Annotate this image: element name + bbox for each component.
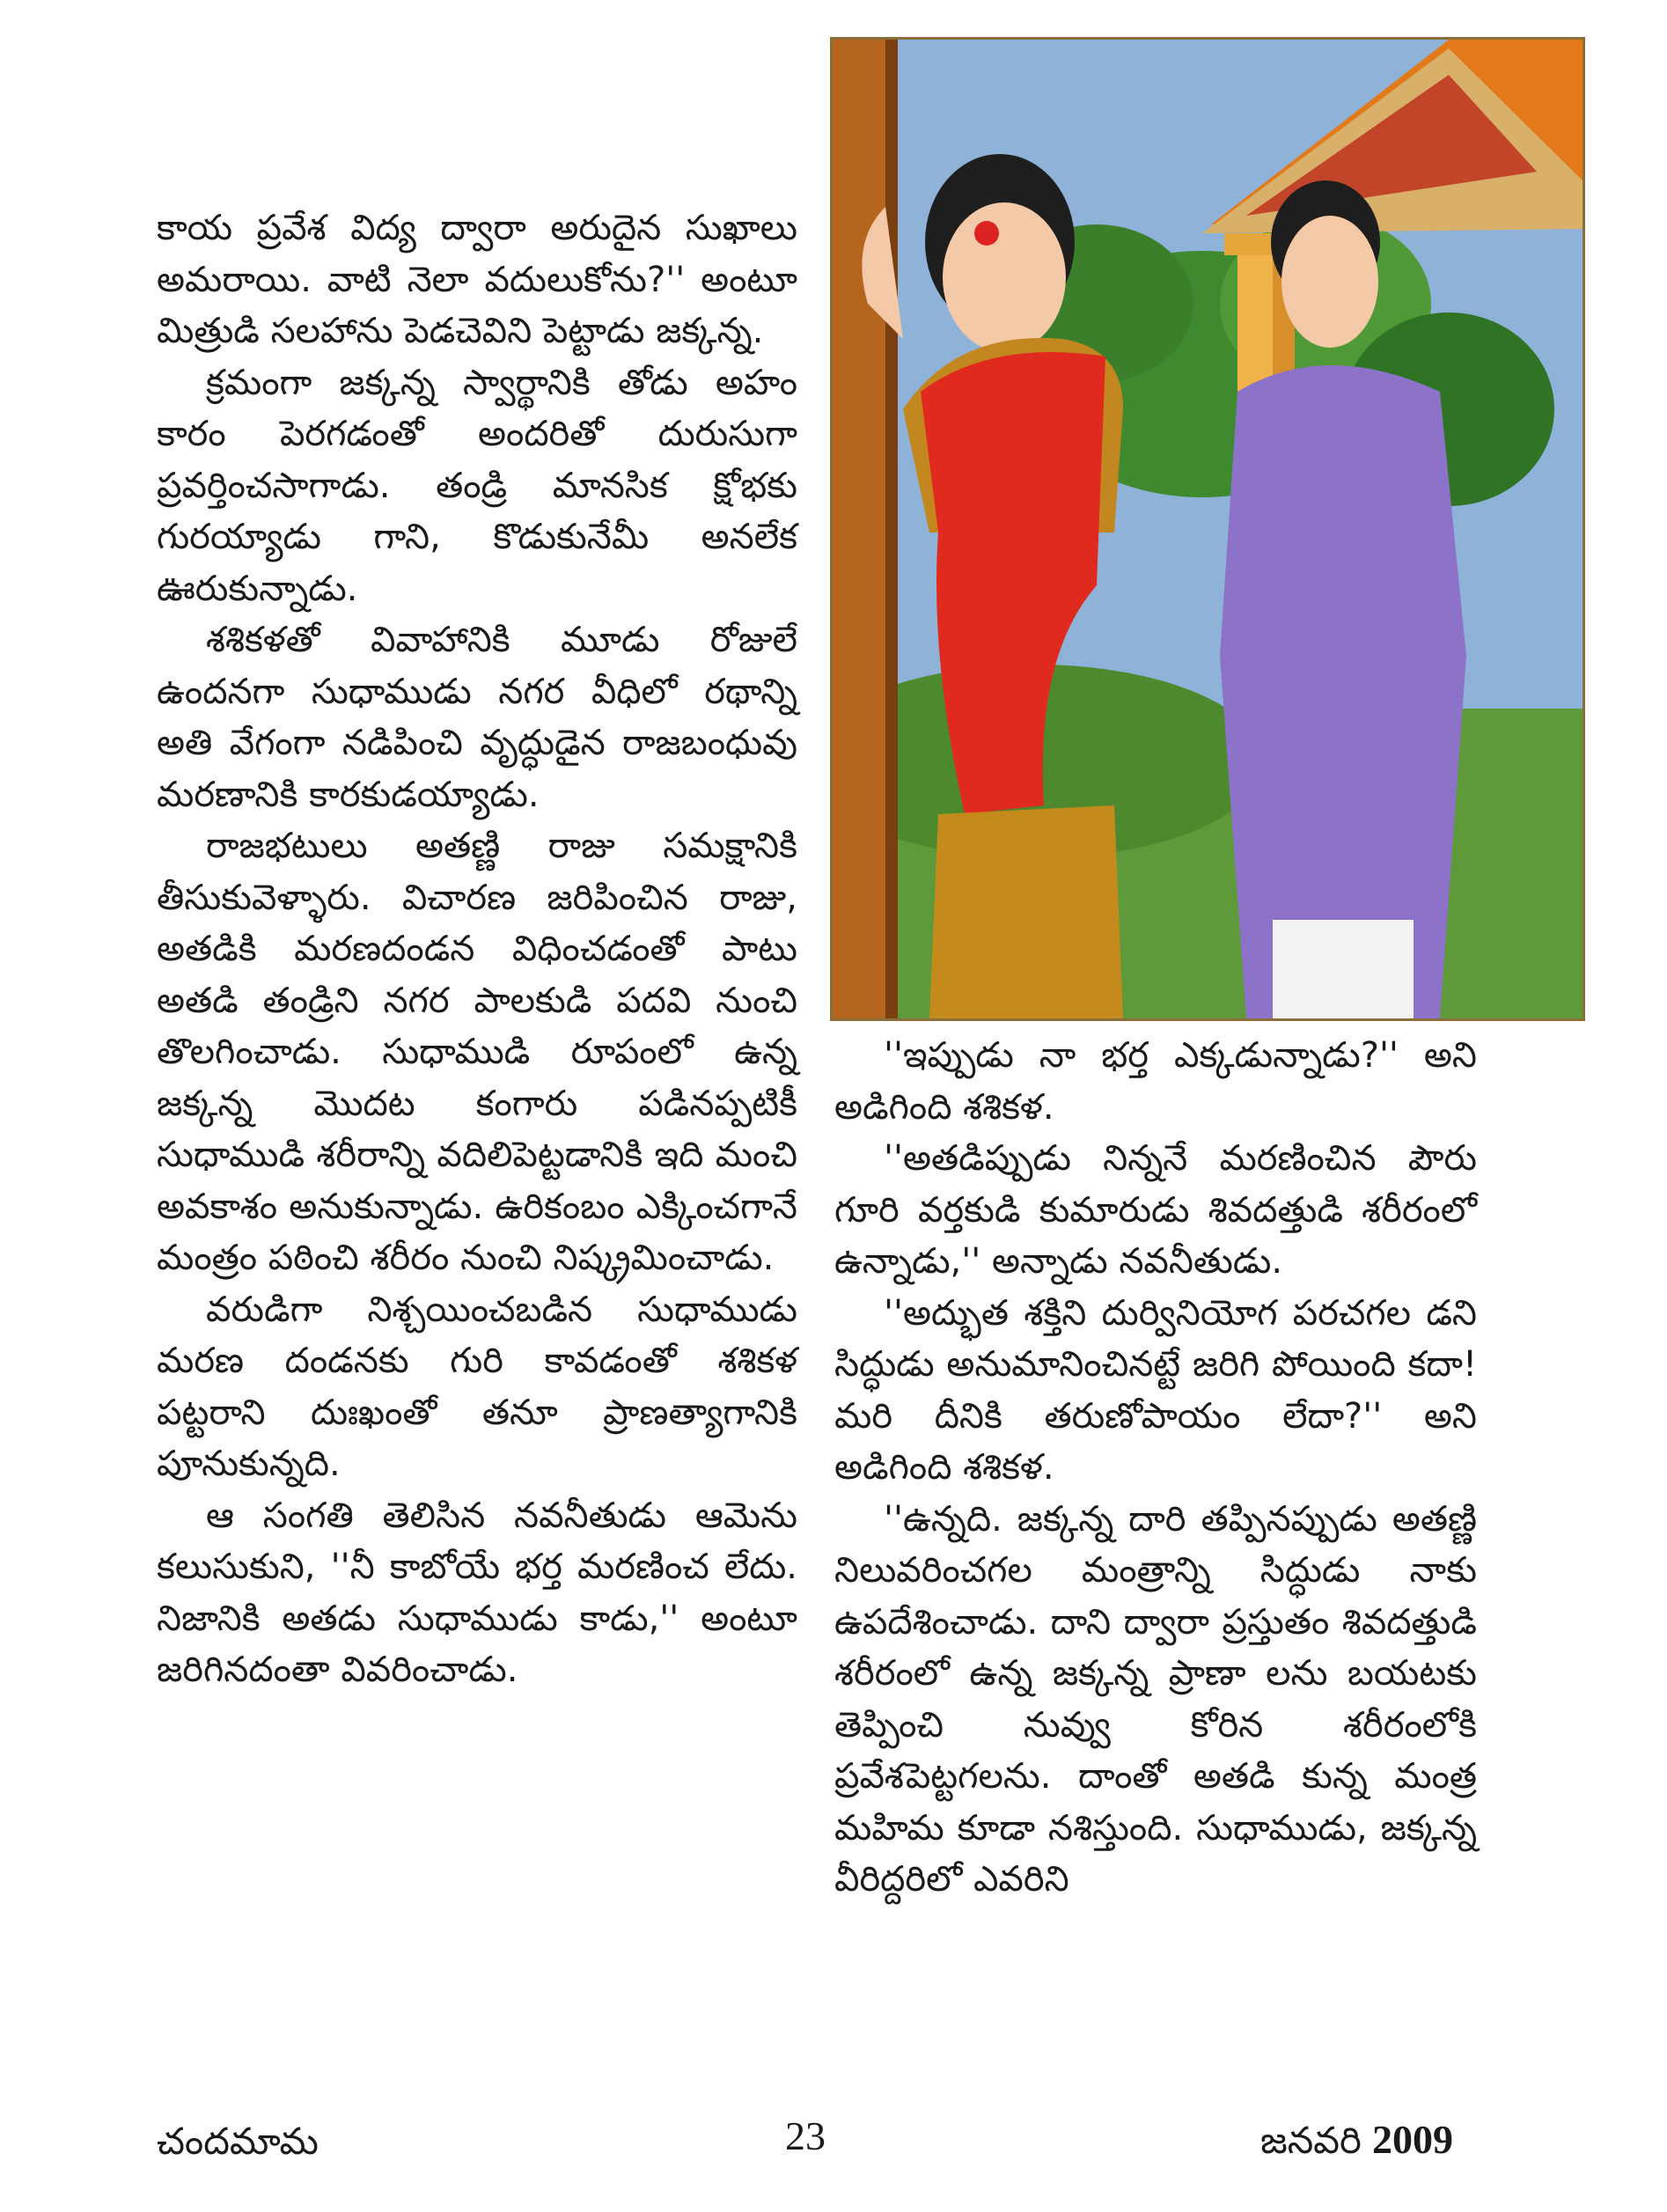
text-line: డని సిద్ధుడు అనుమానించినట్టే జరిగి <box>834 1292 1477 1385</box>
text-line: సుధాముడి శరీరాన్ని వదిలిపెట్టడానికి ఇది <box>157 1135 704 1175</box>
text-line: కలుసుకుని, ''నీ కాబోయే భర్త మరణించ <box>157 1547 709 1587</box>
text-line: లేదు. నిజానికి అతడు సుధాముడు కాడు,'' <box>157 1547 797 1639</box>
text-line: శివదత్తుడి శరీరంలో ఉన్న జక్కన్న ప్రాణా <box>834 1601 1477 1694</box>
text-line: అతడికి మరణదండన విధించడంతో పాటు <box>157 929 797 969</box>
text-line: ప్రవర్తించసాగాడు. తండ్రి మానసిక క్షోభకు <box>157 465 797 506</box>
text-line: గూరి వర్తకుడి కుమారుడు శివదత్తుడి శరీరంలో <box>834 1189 1477 1231</box>
text-line: పట్టరాని దుఃఖంతో తనూ ప్రాణత్యాగానికి <box>157 1392 797 1433</box>
paragraph <box>157 1490 797 1696</box>
paragraph <box>157 1284 797 1490</box>
text-line: పెట్టాడు జక్కన్న. <box>542 311 764 351</box>
right-text-column <box>834 1030 1477 1906</box>
text-line: మరణానికి కారకుడయ్యాడు. <box>157 774 540 815</box>
text-line: లను బయటకు తెప్పించి నువ్వు కోరిన <box>834 1653 1477 1745</box>
issue-year: 2009 <box>1371 2117 1453 2162</box>
paragraph <box>834 1288 1477 1494</box>
text-line: ఎక్కించగానే మంత్రం పఠించి శరీరం నుంచి <box>157 1186 797 1278</box>
text-line: అతణ్ణి నిలువరించగల మంత్రాన్ని సిద్ధుడు <box>834 1498 1477 1591</box>
text-line: పూనుకున్నది. <box>157 1444 341 1484</box>
text-line: అమరాయి. వాటి నెలా వదులుకోను?'' <box>157 259 686 300</box>
text-line: తీసుకువెళ్ళారు. విచారణ జరిపించిన రాజు, <box>157 877 797 918</box>
paragraph <box>834 1030 1477 1133</box>
text-line: కారం పెరగడంతో అందరితో దురుసుగా <box>157 414 797 454</box>
text-line: ''అద్భుత శక్తిని దుర్వినియోగ పరచగల <box>884 1292 1411 1334</box>
paragraph <box>834 1133 1477 1288</box>
text-line: ''అతడిప్పుడు నిన్ననే మరణించిన పౌరు <box>884 1138 1477 1179</box>
text-line: ఆ సంగతి తెలిసిన నవనీతుడు ఆమెను <box>206 1495 797 1536</box>
text-line: ఊరుకున్నాడు. <box>157 568 358 609</box>
text-line: జక్కన్న మొదట కంగారు పడినప్పటికీ <box>157 1083 797 1124</box>
text-line: కాయ ప్రవేశ విద్య ద్వారా అరుదైన సుఖాలు <box>157 208 797 248</box>
paragraph <box>157 614 797 820</box>
text-line: సుధాముడు, జక్కన్న వీరిద్దరిలో ఎవరిని <box>834 1807 1477 1900</box>
text-line: శశికళతో వివాహానికి మూడు రోజులే <box>206 620 797 660</box>
paragraph <box>157 820 797 1284</box>
text-line: క్రమంగా జక్కన్న స్వార్థానికి తోడు అహం <box>206 362 797 403</box>
issue-date <box>1260 2116 1453 2172</box>
paragraph <box>157 202 797 357</box>
text-line: అతి వేగంగా నడిపించి వృద్ధుడైన రాజబంధువు <box>157 723 797 763</box>
text-line: నాకు ఉపదేశించాడు. దాని ద్వారా ప్రస్తుతం <box>834 1550 1477 1642</box>
text-line: మరణ దండనకు గురి కావడంతో శశికళ <box>157 1341 797 1381</box>
text-line: ''ఇప్పుడు నా భర్త ఎక్కడున్నాడు?'' అని <box>884 1035 1477 1076</box>
text-line: నిష్క్రమించాడు. <box>553 1238 775 1278</box>
text-line: పోయింది కదా! మరి దీనికి తరుణోపాయం <box>834 1344 1477 1437</box>
text-line: శరీరంలోకి ప్రవేశపెట్టగలను. దాంతో అతడి <box>834 1704 1478 1797</box>
paragraph <box>157 357 797 615</box>
text-line: ఉందనగా సుధాముడు నగర వీధిలో రథాన్ని <box>157 671 797 712</box>
text-line: కున్న మంత్ర మహిమ కూడా నశిస్తుంది. <box>834 1756 1478 1848</box>
issue-month: జనవరి <box>1260 2119 1362 2162</box>
left-text-column <box>157 202 797 1696</box>
text-line: ఉన్నాడు,'' అన్నాడు నవనీతుడు. <box>834 1241 1283 1282</box>
text-line: వరుడిగా నిశ్చయించబడిన సుధాముడు <box>206 1289 797 1330</box>
page-number: 23 <box>785 2113 826 2158</box>
text-line: అతడి తండ్రిని నగర పాలకుడి పదవి నుంచి <box>157 980 797 1021</box>
text-line: గురయ్యాడు గాని, కొడుకునేమీ అనలేక <box>157 517 797 557</box>
text-line: అంటూ జరిగినదంతా వివరించాడు. <box>157 1598 797 1690</box>
text-line: రాజభటులు అతణ్ణి రాజు సమక్షానికి <box>206 826 797 866</box>
text-line: మంచి అవకాశం అనుకున్నాడు. ఉరికంబం <box>157 1135 797 1227</box>
magazine-name: చందమామ <box>157 2120 319 2163</box>
text-line: అడిగింది శశికళ. <box>834 1086 1054 1128</box>
story-illustration <box>830 37 1585 1021</box>
text-line: లేదా?'' అని అడిగింది శశికళ. <box>834 1395 1477 1488</box>
text-line: తొలగించాడు. సుధాముడి రూపంలో ఉన్న <box>157 1032 797 1072</box>
text-line: అంటూ మిత్రుడి సలహాను పెడచెవిని <box>157 259 797 351</box>
paragraph <box>834 1494 1477 1906</box>
text-line: ''ఉన్నది. జక్కన్న దారి తప్పినప్పుడు <box>884 1498 1377 1540</box>
